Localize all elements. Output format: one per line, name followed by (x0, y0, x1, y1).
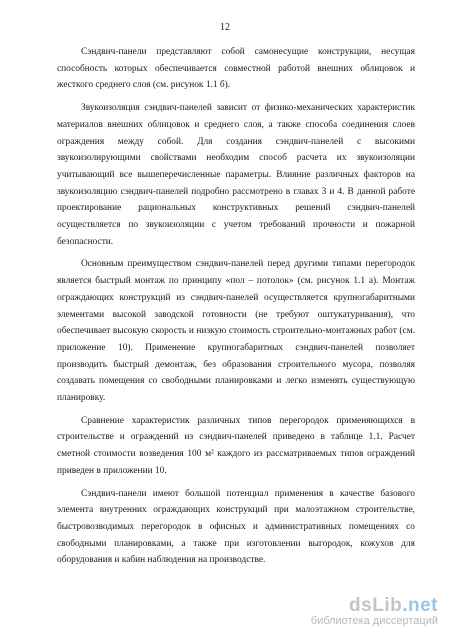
watermark-logo (311, 595, 438, 617)
watermark-logo-suffix: .net (402, 595, 438, 616)
watermark (311, 595, 438, 627)
paragraph-4: Сравнение характеристик различных типов перегородок применяющихся в строительстве и ограждений из сэндвич-панелей приведено в таблице 1.1. Расчет сметной стоимости возведения 100 м² каждого из рассматриваемых типов ограждений приведен в приложении 10. (57, 415, 415, 476)
page-body (57, 44, 415, 575)
watermark-logo-prefix: dsLib (349, 595, 403, 616)
paragraph-2: Звукоизоляция сэндвич-панелей зависит от физико-механических характеристик материалов внешних облицовок и среднего слоя, а также способа соединения слоев ограждения между собой. Для создания сэндвич-панелей с высокими звукоизолирующими свойствами необходим способ расчета их звукоизоляции учитывающий все вышеперечисленные параметры. Влияние различных факторов на звукоизоляцию сэндвич-панелей подробно рассмотрено в главах 3 и 4. В данной работе проектирование рациональных конструктивных решений сэндвич-панелей осуществляется по звукоизоляции с учетом требований прочности и пожарной безопасности. (57, 103, 415, 247)
paragraph-5: Сэндвич-панели имеют большой потенциал применения в качестве базового элемента внутренних ограждающих конструкций при малоэтажном строительстве, быстровозводимых перегородок в офисных и административных помещениях со свободными планировками, а также при изготовлении выгородок, кожухов для оборудования и кабин наблюдения на производстве. (57, 488, 415, 566)
paragraph-1: Сэндвич-панели представляют собой самонесущие конструкции, несущая способность которых обеспечивается совместной работой внешних облицовок и жесткого среднего слоя (см. рисунок 1.1 б). (57, 47, 415, 91)
paragraph-3: Основным преимуществом сэндвич-панелей перед другими типами перегородок является быстрый монтаж по принципу «пол – потолок» (см. рисунок 1.1 а). Монтаж ограждающих конструкций из сэндвич-панелей осуществляется крупногабаритными элементами высокой заводской готовности (не требуют оштукатуривания), что обеспечивает высокую скорость и низкую стоимость строительно-монтажных работ (см. приложение 10). Применение крупногабаритных сэндвич-панелей позволяет производить быстрый демонтаж, без образования строительного мусора, позволяя создавать помещения со свободными планировками и легко изменять существующую планировку. (57, 259, 415, 404)
page-number: 12 (220, 22, 230, 33)
watermark-subtitle: библиотека диссертаций (310, 615, 438, 627)
